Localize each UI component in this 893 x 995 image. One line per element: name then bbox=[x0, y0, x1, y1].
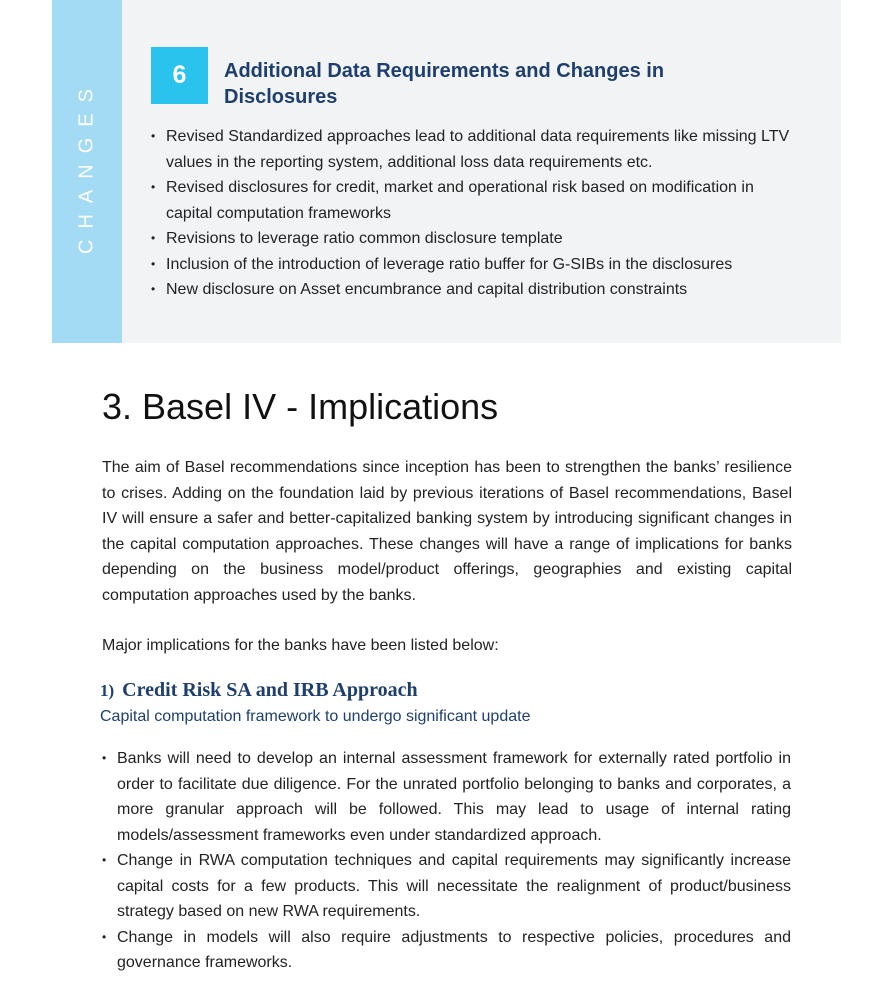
list-item bbox=[151, 175, 791, 226]
list-item-text: New disclosure on Asset encumbrance and capital distribution constraints bbox=[166, 281, 688, 298]
list-item bbox=[151, 277, 791, 303]
list-item bbox=[100, 848, 791, 925]
bullet-icon: • bbox=[102, 929, 107, 944]
list-item bbox=[151, 226, 791, 252]
panel-bullet-list bbox=[151, 124, 791, 303]
list-item-text: Revisions to leverage ratio common disclosure template bbox=[166, 230, 563, 247]
list-item bbox=[100, 746, 791, 848]
section-number-box: 6 bbox=[151, 47, 208, 104]
list-item-text: Revised disclosures for credit, market and operational risk based on modification in capital computation frameworks bbox=[166, 179, 754, 222]
side-strip bbox=[52, 0, 122, 343]
bullet-icon: • bbox=[102, 751, 107, 765]
changes-panel bbox=[52, 0, 841, 343]
bullet-icon: • bbox=[151, 231, 156, 245]
bullet-icon: • bbox=[151, 282, 156, 296]
bullet-icon: • bbox=[102, 853, 107, 867]
implications-bullet-list bbox=[100, 746, 791, 976]
bullet-icon: • bbox=[151, 180, 156, 194]
bullet-icon: • bbox=[151, 129, 156, 143]
list-item-text: Change in models will also require adjustments to respective policies, procedures and governance frameworks. bbox=[117, 928, 791, 971]
list-item bbox=[151, 252, 791, 278]
subsection-title: Credit Risk SA and IRB Approach bbox=[122, 679, 418, 701]
bullet-icon: • bbox=[151, 256, 156, 271]
list-item-text: Revised Standardized approaches lead to additional data requirements like missing LTV values in the reporting system, additional loss data requirements etc. bbox=[166, 128, 790, 171]
lead-in-paragraph: Major implications for the banks have been listed below: bbox=[102, 637, 499, 654]
subsection-number: 1) bbox=[100, 681, 115, 700]
list-item-text: Change in RWA computation techniques and capital requirements may significantly increase capital costs for a few products. This will necessitate the realignment of product/business strategy based on new RWA requirements. bbox=[117, 852, 791, 920]
side-label: CHANGES bbox=[75, 78, 98, 254]
list-item-text: Inclusion of the introduction of leverage ratio buffer for G-SIBs in the disclosures bbox=[166, 255, 733, 273]
panel-title: Additional Data Requirements and Changes in Disclosures bbox=[224, 60, 665, 108]
intro-paragraph: The aim of Basel recommendations since inception has been to strengthen the banks’ resilience to crises. Adding on the foundation laid by previous iterations of Basel recommendations, Basel IV will ensure a safer and better-capitalized banking system by introducing significant changes in the capital computation approaches. These changes will have a range of implications for banks depending on the business model/product offerings, geographies and existing capital computation approaches used by the banks. bbox=[102, 459, 792, 604]
section-title: 3. Basel IV - Implications bbox=[102, 386, 499, 427]
subsection-heading bbox=[100, 676, 418, 705]
list-item bbox=[100, 925, 791, 976]
subsection-caption: Capital computation framework to undergo significant update bbox=[100, 708, 531, 725]
list-item bbox=[151, 124, 791, 175]
list-item-text: Banks will need to develop an internal assessment framework for externally rated portfolio in order to facilitate due diligence. For the unrated portfolio belonging to banks and corporates, a more granular approach will be followed. This may lead to usage of internal rating models/assessment frameworks even under standardized approach. bbox=[117, 750, 791, 844]
